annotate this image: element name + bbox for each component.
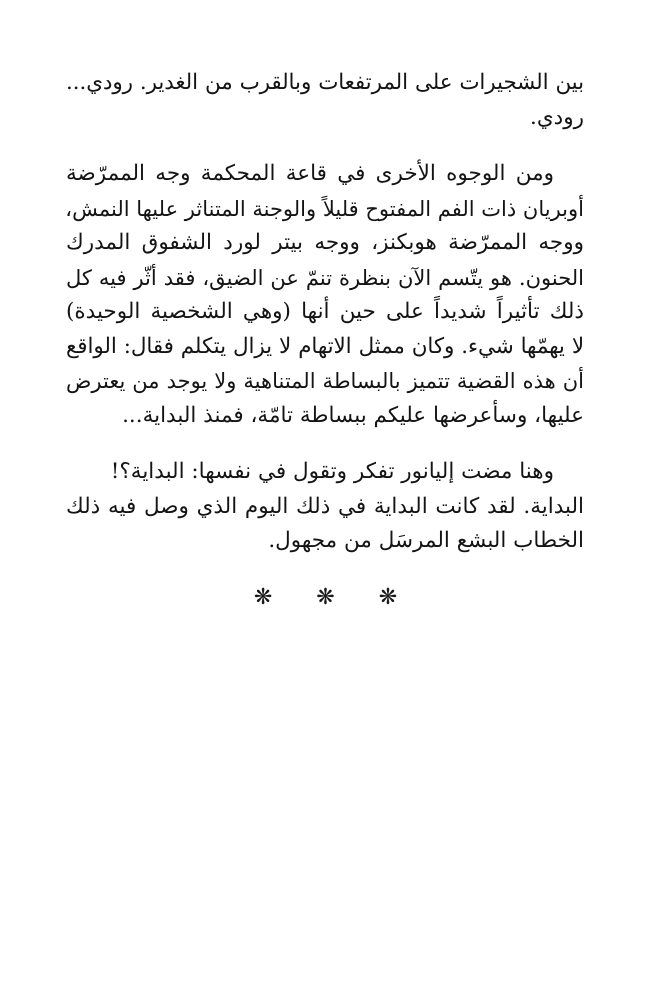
book-page [66,66,584,581]
text-line: عليها، وسأعرضها عليكم ببساطة تامّة، فمنذ البداية... [122,402,584,428]
text-line: ووجه الممرّضة هوبكنز، ووجه بيتر لورد الشفوق المدرك [66,230,584,255]
text-line: الحنون. هو يتّسم الآن بنظرة تنمّ عن الضيق، فقد أثّر فيه كل [66,265,584,290]
text-line: وهنا مضت إليانور تفكر وتقول في نفسها: البداية؟! [110,459,554,484]
paragraph-2 [66,157,584,433]
text-line: البداية. لقد كانت البداية في ذلك اليوم الذي وصل فيه ذلك [66,493,584,519]
asterism-icon: ❋ [253,585,295,610]
paragraph-1 [66,66,584,135]
section-separator [0,585,651,610]
paragraph-3 [66,455,584,559]
text-line: ذلك تأثيراً شديداً على حين أنها (وهي الشخصية الوحيدة) [66,299,584,324]
text-line: لا يهمّها شيء. وكان ممثل الاتهام لا يزال يتكلم فقال: الواقع [66,333,584,359]
asterism-icon: ❋ [316,585,357,610]
text-line: بين الشجيرات على المرتفعات وبالقرب من الغدير. رودي... [66,70,584,95]
text-line: ومن الوجوه الأخرى في قاعة المحكمة وجه الممرّضة [66,161,554,186]
asterism-icon: ❋ [378,585,420,610]
text-line: أوبريان ذات الفم المفتوح قليلاً والوجنة المتناثر عليها النمش، [65,196,584,221]
text-line: رودي. [529,104,584,130]
text-line: الخطاب البشع المرسَل من مجهول. [268,528,584,553]
text-line: أن هذه القضية تتميز بالبساطة المتناهية ولا يوجد من يعترض [66,369,584,393]
